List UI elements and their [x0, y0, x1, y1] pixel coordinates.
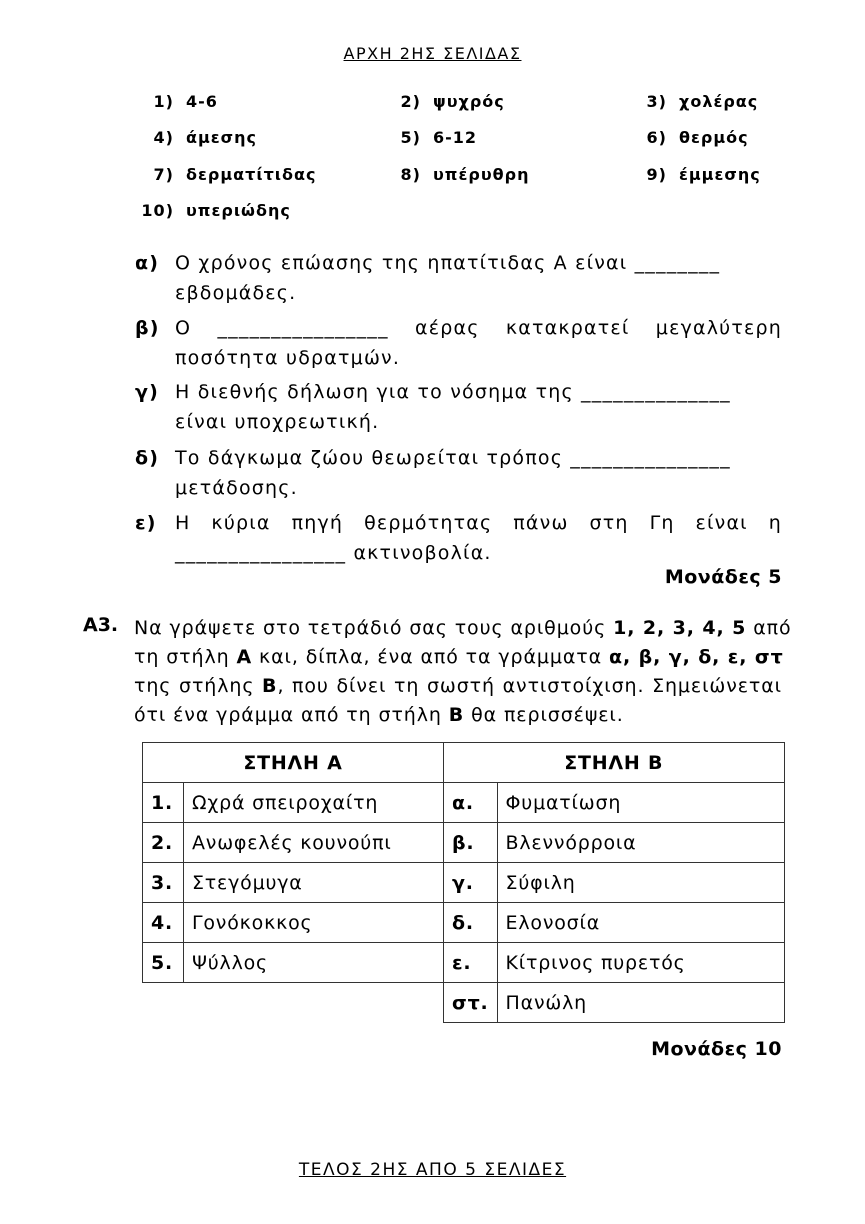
instruction-line: τη στήλη Α και, δίπλα, ένα από τα γράμματα α, β, γ, δ, ε, στ: [134, 646, 784, 668]
question-number: Α3.: [83, 614, 119, 636]
word-item: 6) θερμός: [646, 128, 749, 147]
cell-a-num: 2.: [143, 823, 184, 863]
word-item: 9) έμμεσης: [646, 165, 761, 184]
cell-b-num: ε.: [444, 943, 498, 983]
points-label: Μονάδες 5: [664, 566, 782, 588]
word-item: 4) άμεσης: [153, 128, 258, 147]
page-header: ΑΡΧΗ 2ΗΣ ΣΕΛΙΔΑΣ: [343, 44, 522, 63]
table-row: [143, 863, 785, 903]
table-row: [143, 823, 785, 863]
cell-b-text: Φυματίωση: [497, 783, 784, 823]
empty-cell: [143, 983, 444, 1023]
column-a-header: ΣΤΗΛΗ Α: [143, 743, 444, 783]
word-item: 2) ψυχρός: [400, 92, 505, 111]
word-item: 5) 6-12: [400, 128, 478, 147]
word-item: 1) 4-6: [153, 92, 218, 111]
cell-b-text: Πανώλη: [497, 983, 784, 1023]
table-row: [143, 903, 785, 943]
page-footer: ΤΕΛΟΣ 2ΗΣ ΑΠΟ 5 ΣΕΛΙΔΕΣ: [298, 1160, 567, 1180]
cell-a-num: 3.: [143, 863, 184, 903]
cell-b-text: Βλεννόρροια: [497, 823, 784, 863]
word-item: 3) χολέρας: [646, 92, 759, 111]
cell-b-num: δ.: [444, 903, 498, 943]
word-item: 7) δερματίτιδας: [153, 165, 317, 184]
cell-b-num: β.: [444, 823, 498, 863]
cell-b-text: Ελονοσία: [497, 903, 784, 943]
matching-table: [142, 742, 785, 1023]
cell-a-num: 4.: [143, 903, 184, 943]
cell-b-num: γ.: [444, 863, 498, 903]
cell-a-text: Γονόκοκκος: [184, 903, 444, 943]
cell-a-text: Ωχρά σπειροχαίτη: [184, 783, 444, 823]
cell-b-text: Σύφιλη: [497, 863, 784, 903]
points-label: Μονάδες 10: [651, 1038, 782, 1060]
table-header-row: [143, 743, 785, 783]
cell-a-num: 5.: [143, 943, 184, 983]
instruction-line: Να γράψετε στο τετράδιό σας τους αριθμούς 1, 2, 3, 4, 5 από: [134, 617, 792, 639]
cell-a-text: Ψύλλος: [184, 943, 444, 983]
cell-a-num: 1.: [143, 783, 184, 823]
cell-a-text: Ανωφελές κουνούπι: [184, 823, 444, 863]
instruction-line: ότι ένα γράμμα από τη στήλη Β θα περισσέψει.: [134, 704, 624, 726]
cell-b-num: στ.: [444, 983, 498, 1023]
cell-b-num: α.: [444, 783, 498, 823]
table-row: [143, 983, 785, 1023]
word-item: 10) υπεριώδης: [141, 201, 291, 220]
cell-b-text: Κίτρινος πυρετός: [497, 943, 784, 983]
instruction-line: της στήλης Β, που δίνει τη σωστή αντιστοίχιση. Σημειώνεται: [134, 675, 782, 697]
cell-a-text: Στεγόμυγα: [184, 863, 444, 903]
word-item: 8) υπέρυθρη: [400, 165, 530, 184]
table-row: [143, 943, 785, 983]
table-row: [143, 783, 785, 823]
column-b-header: ΣΤΗΛΗ Β: [444, 743, 785, 783]
